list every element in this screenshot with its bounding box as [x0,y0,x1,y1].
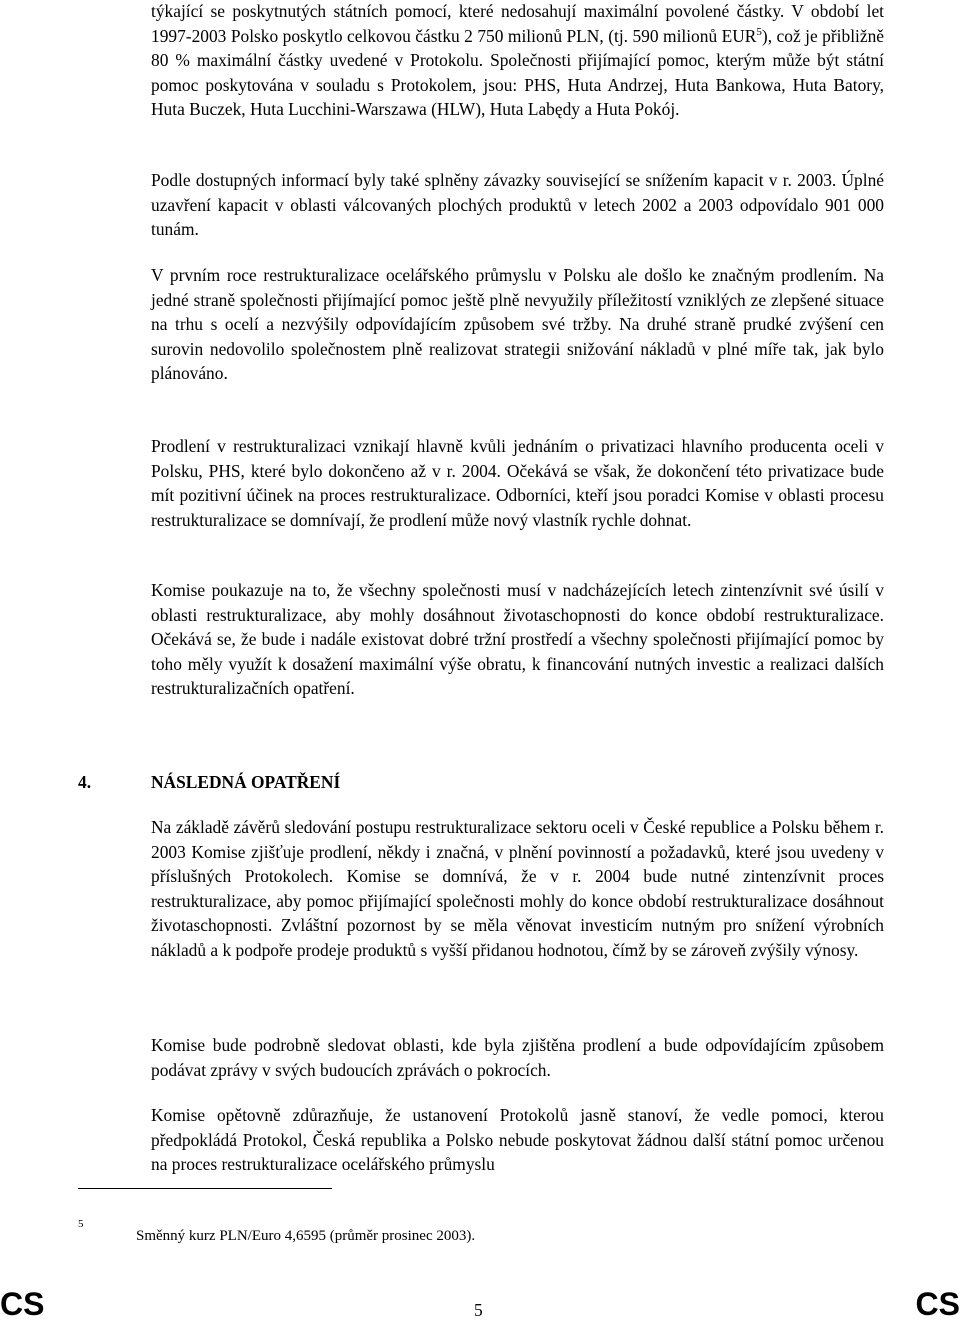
footer-language-right: CS [915,1286,960,1322]
section-title: NÁSLEDNÁ OPATŘENÍ [151,772,341,792]
paragraph-capacity-reduction: Podle dostupných informací byly také splněny závazky související se snížením kapacit v r. 2003. Úplné uzavření kapacit v oblasti válcovaných plochých produktů v letech 2002 a 2003 odpovídalo 901 000 tunám. [151,170,884,240]
footnote-text: Směnný kurz PLN/Euro 4,6595 (průměr prosinec 2003). [136,1228,476,1244]
paragraph-privatization: Prodlení v restrukturalizaci vznikají hlavně kvůli jednáním o privatizaci hlavního producenta oceli v Polsku, PHS, které bylo dokončeno až v r. 2004. Očekává se však, že dokončení této privatizace bude mít pozitivní účinek na proces restrukturalizace. Odborníci, kteří jsou poradci Komise v oblasti procesu restrukturalizace se domnívají, že prodlení může nový vlastník rychle dohnat. [151,436,884,530]
paragraph-commission-remarks: Komise poukazuje na to, že všechny společnosti musí v nadcházejících letech zintenzívnit své úsilí v oblasti restrukturalizace, aby mohly dosáhnout životaschopnosti do konce období restrukturalizace. Očekává se, že bude i nadále existovat dobré tržní prostředí a všechny společnosti přijímající pomoc by toho měly využít k dosažení maximální výše obratu, k financování nutných investic a realizaci dalších restrukturalizačních opatření. [151,580,884,699]
footnote-reference[interactable]: 5 [756,25,762,38]
footnote-mark: 5 [78,1218,84,1230]
paragraph-text: ), což je přibližně 80 % maximální částky uvedené v Protokolu. Společnosti přijímající pomoc, kterým může být státní pomoc poskytována v souladu s Protokolem, jsou: PHS, Huta Andrzej, Huta Bankowa, Huta Batory, Huta Buczek, Huta Lucchini-Warszawa (HLW), Huta Labędy a Huta Pokój. [151,25,884,120]
paragraph-text: týkající se poskytnutých státních pomocí, které nedosahují maximální povolené částky. V období let 1997-2003 Polsko poskytlo celkovou částku 2 750 milionů PLN, (tj. 590 milionů EUR [151,1,884,46]
footnote-divider [78,1188,332,1189]
paragraph-protocol-provisions: Komise opětovně zdůrazňuje, že ustanovení Protokolů jasně stanoví, že vedle pomoci, kterou předpokládá Protokol, Česká republika a Polsko nebude poskytovat žádnou další státní pomoc určenou na proces restrukturalizace ocelářského průmyslu [151,1105,884,1175]
section-number: 4. [78,772,92,792]
section-heading [0,769,960,795]
page-number: 5 [474,1300,483,1320]
paragraph-monitoring: Komise bude podrobně sledovat oblasti, kde byla zjištěna prodlení a bude odpovídajícím způsobem podávat zprávy v svých budoucích zprávách o pokrocích. [151,1035,884,1080]
paragraph-conclusions: Na základě závěrů sledování postupu restrukturalizace sektoru oceli v České republice a Polsku během r. 2003 Komise zjišťuje prodlení, někdy i značná, v plnění povinností a požadavků, které jsou uvedeny v příslušných Protokolech. Komise se domnívá, že v r. 2004 bude nutné zintenzívnit proces restrukturalizace, aby pomoc přijímající společnosti mohly do konce období restrukturalizace dosáhnout životaschopnosti. Zvláštní pozornost by se měla věnovat investicím nutným pro snížení výrobních nákladů a k podpoře prodeje produktů s vyšší přidanou hodnotou, čímž by se zároveň zvýšily výnosy. [151,817,884,960]
paragraph-restructuring-delays: V prvním roce restrukturalizace ocelářského průmyslu v Polsku ale došlo ke značným prodlením. Na jedné straně společnosti přijímající pomoc ještě plně nevyužily příležitostí vzniklých ze zlepšené situace na trhu s ocelí a nezvýšily odpovídajícím způsobem své tržby. Na druhé straně prudké zvýšení cen surovin nedovolilo společnostem plně realizovat strategii snižování nákladů v plné míře tak, jak bylo plánováno. [151,265,884,384]
footer-language-left: CS [0,1286,45,1322]
paragraph-state-aid-totals [151,0,884,122]
